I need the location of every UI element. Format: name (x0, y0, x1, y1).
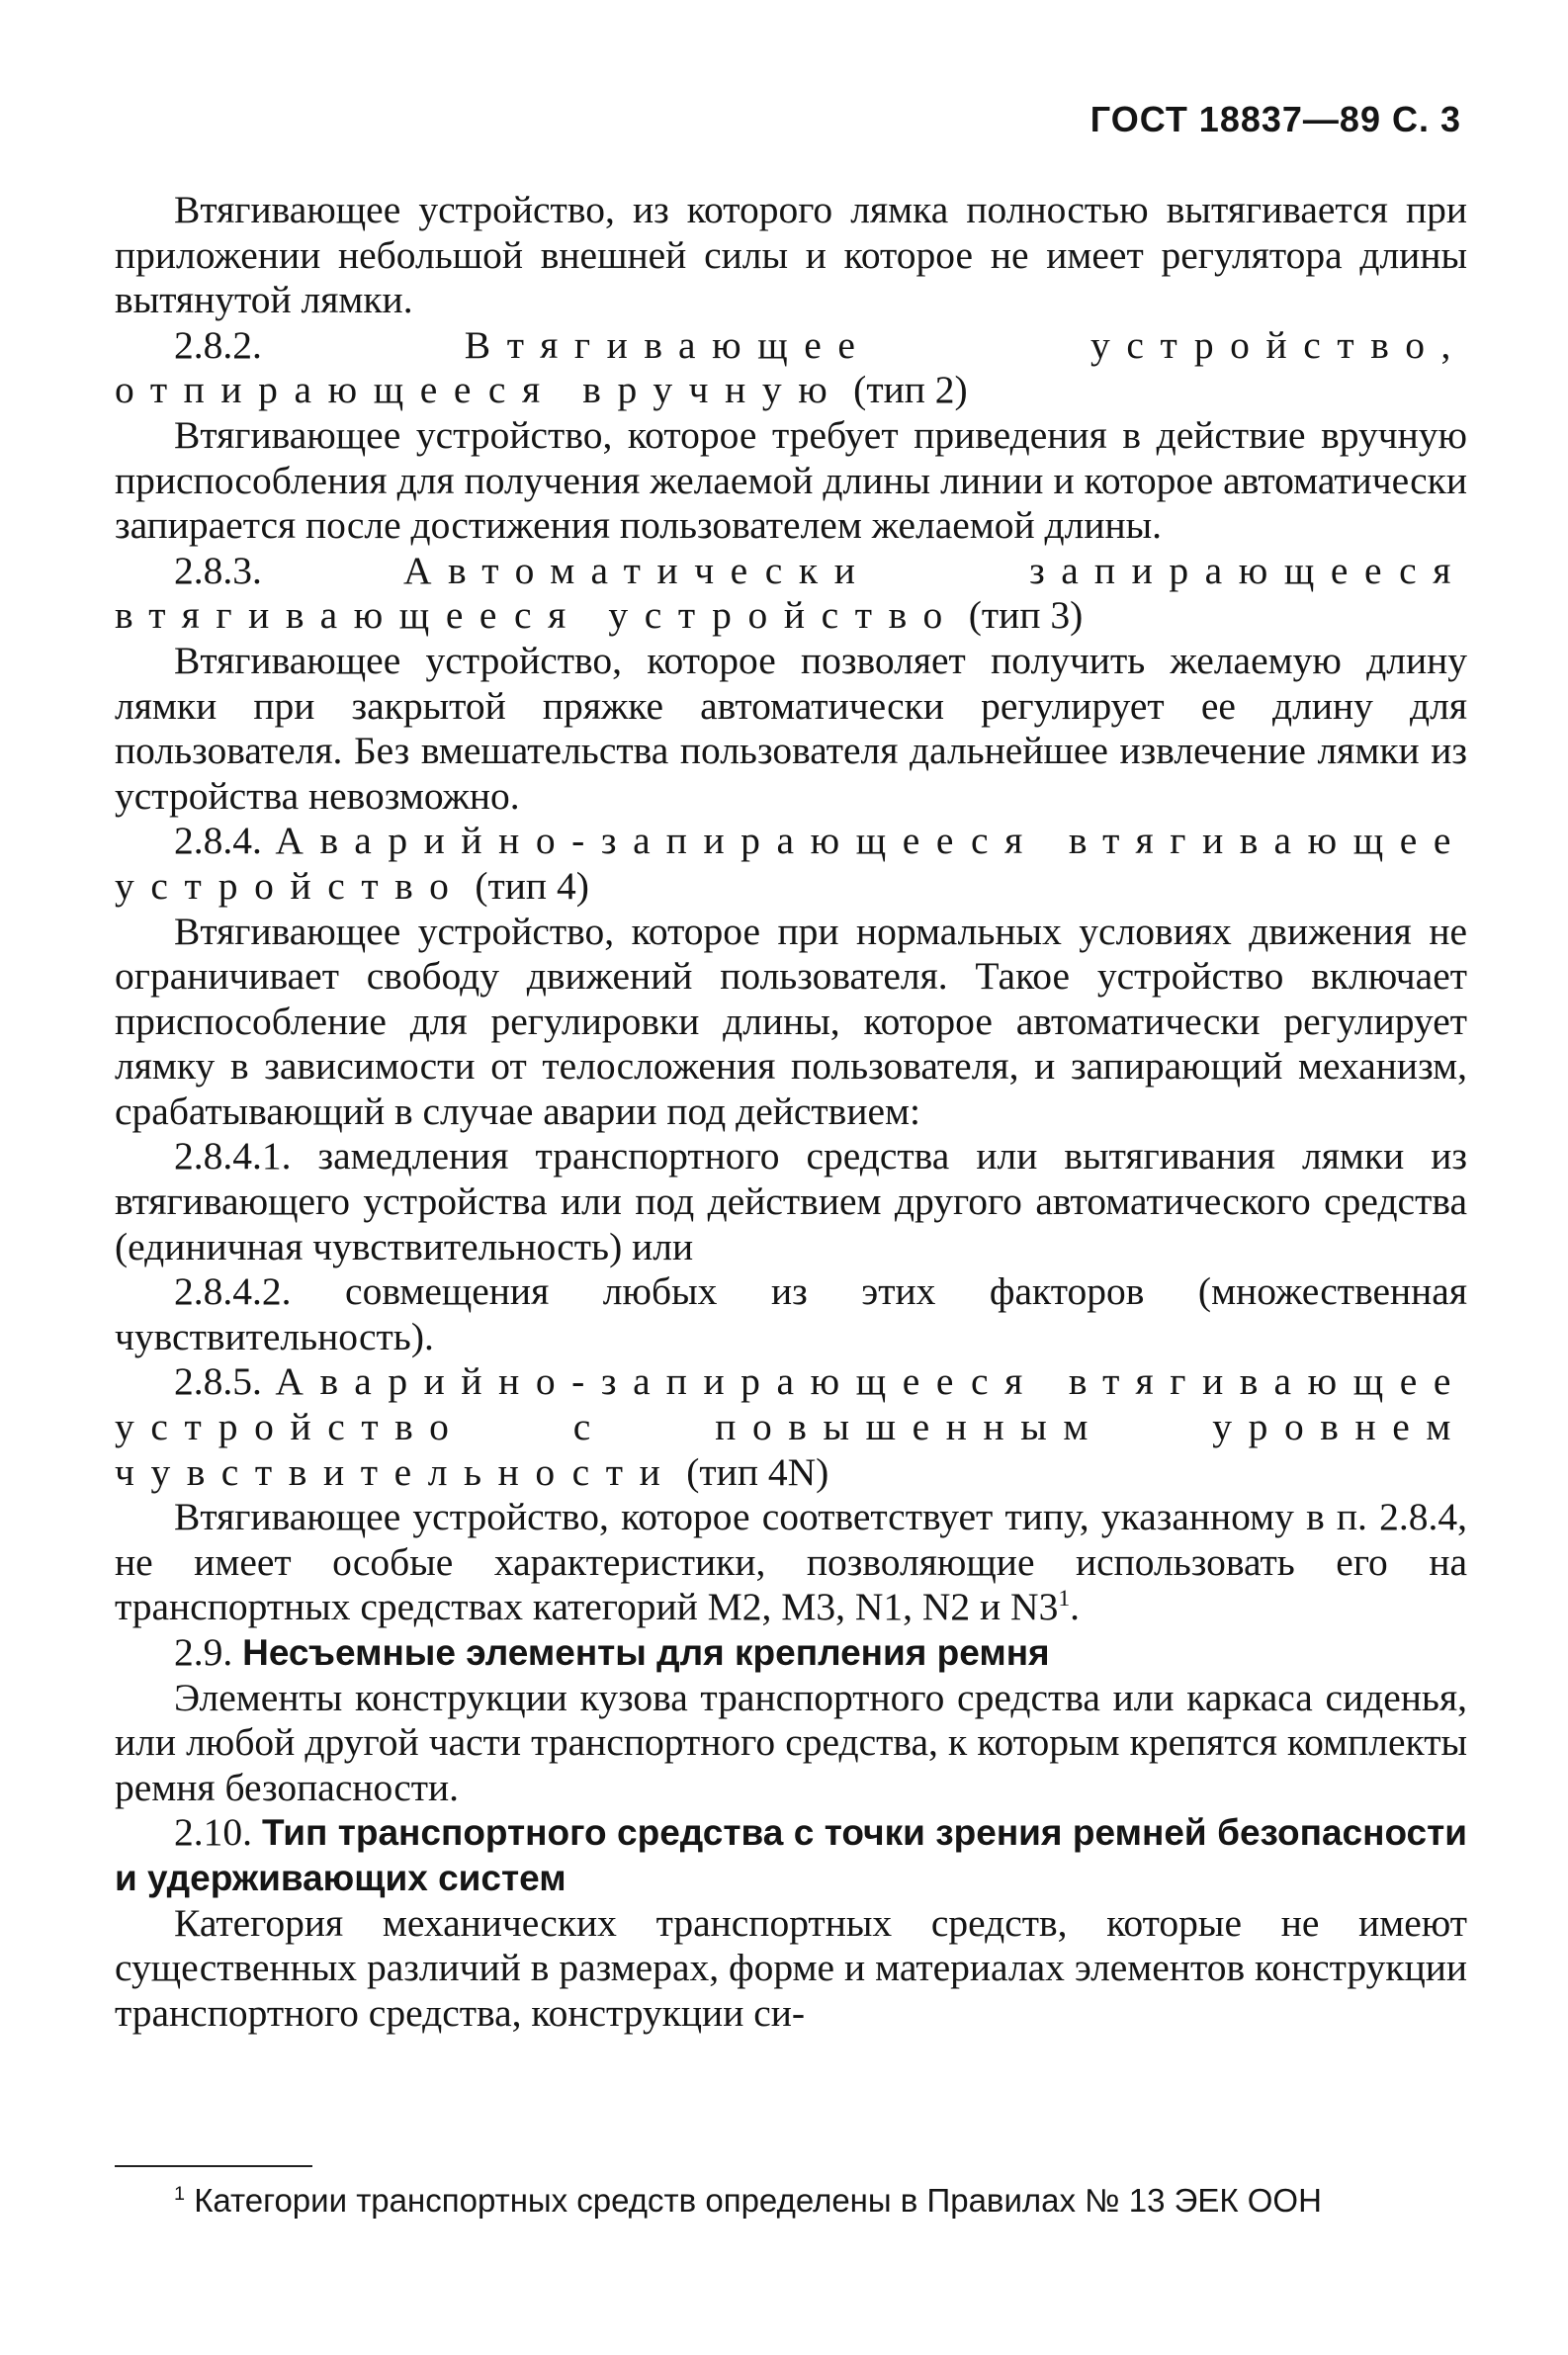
clause-term: Автоматически запирающееся втягивающееся устройство (115, 548, 1467, 638)
clause-term: Тип транспортного средства с точки зрения ремней безопасности и удерживающих систем (115, 1812, 1468, 1898)
clause-2-8-3-heading: 2.8.3. Автоматически запирающееся втягивающееся устройство (тип 3) (115, 548, 1467, 638)
clause-number: 2.8.2. (174, 322, 262, 367)
clause-number: 2.9. (174, 1630, 233, 1674)
clause-2-8-4-heading: 2.8.4. Аварийно-запирающееся втягивающее устройство (тип 4) (115, 819, 1467, 908)
clause-2-8-5-heading: 2.8.5. Аварийно-запирающееся втягивающее устройство с повышенным уровнем чувствительности (тип 4N) (115, 1359, 1467, 1494)
page-header: ГОСТ 18837—89 С. 3 (1089, 99, 1461, 139)
document-body (115, 188, 1467, 2036)
clause-number: 2.8.3. (174, 548, 262, 592)
footnote-divider (115, 2165, 312, 2167)
clause-term: Аварийно-запирающееся втягивающее устройство с повышенным уровнем чувствительности (115, 1359, 1467, 1494)
paragraph-2-8-3-definition: Втягивающее устройство, которое позволяет получить желаемую длину лямки при закрытой пряжке автоматически регулирует ее длину для пользователя. Без вмешательства пользователя дальнейшее извлечение лямки из устройства невозможно. (115, 638, 1467, 818)
paragraph-2-8-4-2: 2.8.4.2. совмещения любых из этих факторов (множественная чувствительность). (115, 1269, 1467, 1358)
paragraph-2-9-definition: Элементы конструкции кузова транспортного средства или каркаса сиденья, или любой другой части транспортного средства, к которым крепятся комплекты ремня безопасности. (115, 1675, 1467, 1809)
clause-term: Аварийно-запирающееся втягивающее устройство (115, 819, 1467, 908)
clause-2-8-2-heading: 2.8.2. Втягивающее устройство, отпирающееся вручную (тип 2) (115, 322, 1467, 412)
paragraph-2-8-4-definition: Втягивающее устройство, которое при нормальных условиях движения не ограничивает свободу движений пользователя. Такое устройство включает приспособление для регулировки длины, которое автоматически регулирует лямку в зависимости от телосложения пользователя, и запирающий механизм, срабатывающий в случае аварии под действием: (115, 909, 1467, 1133)
paragraph-2-8-4-1: 2.8.4.1. замедления транспортного средства или вытягивания лямки из втягивающего устройства или под действием другого автоматического средства (единичная чувствительность) или (115, 1134, 1467, 1268)
paragraph-2-8-5-definition: Втягивающее устройство, которое соответствует типу, указанному в п. 2.8.4, не имеет особые характеристики, позволяющие использовать его на транспортных средствах категорий М2, М3, N1, N2 и $N3^1$. (115, 1495, 1467, 1629)
clause-2-9-heading (115, 1630, 1467, 1676)
clause-2-10-heading (115, 1810, 1467, 1900)
footnote-mark: 1 (174, 2183, 186, 2205)
clause-number: 2.10. (174, 1810, 252, 1855)
paragraph-2-8-1-definition: Втягивающее устройство, из которого лямка полностью вытягивается при приложении небольшой внешней силы и которое не имеет регулятора длины вытянутой лямки. (115, 188, 1467, 322)
footnote-text: Категории транспортных средств определены в Правилах № 13 ЭЕК ООН (194, 2182, 1322, 2219)
footnote-reference: 1 (1058, 1586, 1071, 1613)
paragraph-2-8-2-definition: Втягивающее устройство, которое требует приведения в действие вручную приспособления для получения желаемой длины линии и которое автоматически запирается после достижения пользователем желаемой длины. (115, 412, 1467, 548)
paragraph-2-10-definition: Категория механических транспортных средств, которые не имеют существенных различий в размерах, форме и материалах элементов конструкции транспортного средства, конструкции си- (115, 1900, 1467, 2035)
clause-number: 2.8.4. (174, 819, 262, 863)
clause-term: Втягивающее устройство, отпирающееся вручную (115, 322, 1467, 412)
footnote (174, 2181, 1467, 2221)
clause-term: Несъемные элементы для крепления ремня (242, 1632, 1050, 1673)
clause-number: 2.8.5. (174, 1359, 262, 1404)
